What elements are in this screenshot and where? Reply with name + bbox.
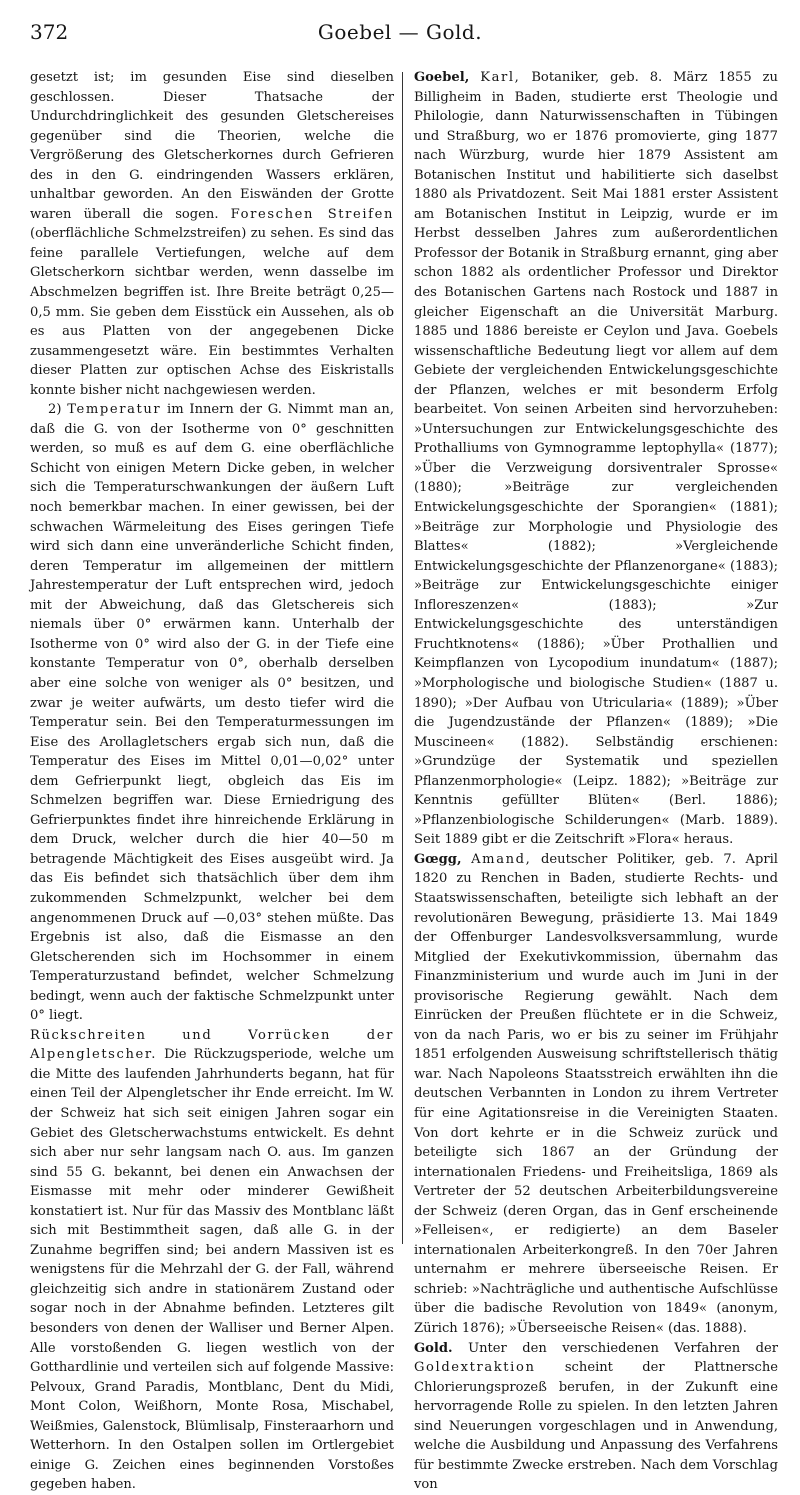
headword-goegg: Gœgg, bbox=[414, 851, 462, 867]
column-divider bbox=[402, 72, 403, 1244]
term-temperatur: Temperatur bbox=[67, 402, 162, 418]
paragraph-temperature: 2) Temperatur im Innern der G. Nimmt man an, daß die G. von der Isotherme von 0° geschnitten werden, so muß es auf dem G. eine oberflächliche Schicht von einigen Metern Dicke geben, in welcher sich die Temperaturschwankungen der äußern Luft noch bemerkbar machen. In einer gewissen, bei der schwachen Wärmeleitung des Eises geringen Tiefe wird sich dann eine unveränderliche Schicht finden, deren Temperatur im allgemeinen der mittlern Jahrestemperatur der Luft entsprechen wird, jedoch mit der Abweichung, daß das Gletschereis sich niemals über 0° erwärmen kann. Unterhalb der Isotherme von 0° wird also der G. in der Tiefe eine konstante Temperatur von 0°, oberhalb derselben aber eine solche von weniger als 0° besitzen, und zwar je weiter aufwärts, um desto tiefer wird die Temperatur sein. Bei den Temperaturmessungen im Eise des Arollagletschers ergab sich nun, daß die Temperatur des Eises im Mittel 0,01—0,02° unter dem Gefrierpunkt liegt, obgleich das Eis im Schmelzen begriffen war. Diese Erniedrigung des Gefrierpunktes findet ihre hinreichende Erklärung in dem Druck, welcher durch die hier 40—50 m betragende Mächtigkeit des Eises ausgeübt wird. Ja das Eis befindet sich thatsächlich über dem ihm zukommenden Schmelzpunkt, welcher bei dem angenommenen Druck auf —0,03° stehen müßte. Das Ergebnis ist also, daß die Eismasse an den Gletscherenden sich im Hochsommer in einem Temperaturzustand befindet, welcher Schmelzung bedingt, wenn auch der faktische Schmelzpunkt unter 0° liegt. bbox=[30, 402, 394, 1024]
headword-gold: Gold. bbox=[414, 1340, 453, 1356]
page-header bbox=[30, 12, 770, 52]
term-goldextraktion: Goldextraktion bbox=[414, 1360, 536, 1376]
term-foresche-streifen: Foreschen Streifen bbox=[230, 206, 394, 222]
paragraph-glacier-ice: gesetzt ist; im gesunden Eise sind dieselben geschlossen. Dieser Thatsache der Undurchdringlichkeit des gesunden Gletschereises gegenüber sind die Theorien, welche die Vergrößerung des Gletscherkornes durch Gefrieren des in den G. eindringenden Wassers erklären, unhaltbar geworden. An den Eiswänden der Grotte waren überall die sogen. Foreschen Streifen (oberflächliche Schmelzstreifen) zu sehen. Es sind das feine parallele Vertiefungen, welche auf dem Gletscherkorn sichtbar werden, wenn dasselbe im Abschmelzen begriffen ist. Ihre Breite beträgt 0,25—0,5 mm. Sie geben dem Eisstück ein Aussehen, als ob es aus Platten von der angegebenen Dicke zusammengesetzt wäre. Ein bestimmtes Verhalten dieser Platten zur optischen Achse des Eiskristalls konnte bisher nicht nachgewiesen werden. bbox=[30, 70, 394, 398]
running-head: Goebel — Gold. bbox=[317, 20, 483, 44]
entry-goebel: Goebel, Karl, Botaniker, geb. 8. März 1855 zu Billigheim in Baden, studierte erst Theologie und Philologie, dann Naturwissenschaften in Tübingen und Straßburg, wo er 1876 promovierte, ging 1877 nach Würzburg, wurde hier 1879 Assistent am Botanischen Institut und habilitierte sich daselbst 1880 als Privatdozent. Seit Mai 1881 erster Assistent am Botanischen Institut in Leipzig, wurde er im Herbst desselben Jahres zum außerordentlichen Professor der Botanik in Straßburg ernannt, ging aber schon 1882 als ordentlicher Professor und Direktor des Botanischen Gartens nach Rostock und 1887 in gleicher Eigenschaft an die Universität Marburg. 1885 und 1886 bereiste er Ceylon und Java. Goebels wissenschaftliche Bedeutung liegt vor allem auf dem Gebiete der vergleichenden Entwickelungsgeschichte der Pflanzen, welches er mit besonderm Erfolg bearbeitet. Von seinen Arbeiten sind hervorzuheben: »Untersuchungen zur Entwickelungsgeschichte des Prothalliums von Gymnogramme leptophylla« (1877); »Über die Verzweigung dorsiventraler Sprosse« (1880); »Beiträge zur vergleichenden Entwickelungsgeschichte der Sporangien« (1881); »Beiträge zur Morphologie und Physiologie des Blattes« (1882); »Vergleichende Entwickelungsgeschichte der Pflanzenorgane« (1883); »Beiträge zur Entwickelungsgeschichte einiger Infloreszenzen« (1883); »Zur Entwickelungsgeschichte des unterständigen Fruchtknotens« (1886); »Über Prothallien und Keimpflanzen von Lycopodium inundatum« (1887); »Morphologische und biologische Studien« (1887 u. 1890); »Der Aufbau von Utricularia« (1889); »Über die Jugendzustände der Pflanzen« (1889); »Die Muscineen« (1882). Selbständig erschienen: »Grundzüge der Systematik und speziellen Pflanzenmorphologie« (Leipz. 1882); »Beiträge zur Kenntnis gefüllter Blüten« (Berl. 1886); »Pflanzenbiologische Schilderungen« (Marb. 1889). Seit 1889 gibt er die Zeitschrift »Flora« heraus. bbox=[414, 70, 778, 848]
term-rueckschreiten: Rückschreiten und Vorrücken der Alpengletscher. bbox=[30, 1027, 394, 1063]
left-column bbox=[30, 68, 394, 1495]
entry-goegg: Gœgg, Amand, deutscher Politiker, geb. 7. April 1820 zu Renchen in Baden, studierte Rechts- und Staatswissenschaften, beteiligte sich lebhaft an der revolutionären Bewegung, präsidierte 13. Mai 1849 der Offenburger Landesvolksversammlung, wurde Mitglied der Exekutivkommission, übernahm das Finanzministerium und wurde auch im Juni in der provisorische Regierung gewählt. Nach dem Einrücken der Preußen flüchtete er in die Schweiz, von da nach Paris, wo er bis zu seiner im Frühjahr 1851 erfolgenden Ausweisung schriftstellerisch thätig war. Nach Napoleons Staatsstreich erwählten ihn die deutschen Verbannten in London zu ihrem Vertreter für eine Agitationsreise in die Vereinigten Staaten. Von dort kehrte er in die Schweiz zurück und beteiligte sich 1867 an der Gründung der internationalen Friedens- und Freiheitsliga, 1869 als Vertreter der 52 deutschen Arbeiterbildungsvereine der Schweiz (deren Organ, das in Genf erscheinende »Felleisen«, er redigierte) an dem Baseler internationalen Arbeiterkongreß. In den 70er Jahren unternahm er mehrere überseeische Reisen. Er schrieb: »Nachträgliche und authentische Aufschlüsse über die badische Revolution von 1849« (anonym, Zürich 1876); »Überseeische Reisen« (das. 1888). bbox=[414, 851, 778, 1336]
forename-karl: Karl, bbox=[480, 70, 521, 85]
right-column bbox=[414, 68, 778, 1495]
headword-goebel: Goebel, bbox=[414, 70, 470, 85]
paragraph-glacier-advance: Rückschreiten und Vorrücken der Alpengletscher. Die Rückzugsperiode, welche um die Mitte des laufenden Jahrhunderts begann, hat für einen Teil der Alpengletscher ihr Ende erreicht. Im W. der Schweiz hat sich seit einigen Jahren sogar ein Gebiet des Gletscherwachstums entwickelt. Es dehnt sich aber nur sehr langsam nach O. aus. Im ganzen sind 55 G. bekannt, bei denen ein Anwachsen der Eismasse mit mehr oder minderer Gewißheit konstatiert ist. Nur für das Massiv des Montblanc läßt sich mit Bestimmtheit sagen, daß alle G. in der Zunahme begriffen sind; bei andern Massiven ist es wenigstens für die Mehrzahl der G. der Fall, während gleichzeitig sich andre in stationärem Zustand oder sogar noch in der Abnahme befinden. Letzteres gilt besonders von denen der Walliser und Berner Alpen. Alle vorstoßenden G. liegen westlich von der Gotthardlinie und verteilen sich auf folgende Massive: Pelvoux, Grand Paradis, Montblanc, Dent du Midi, Mont Colon, Weißhorn, Monte Rosa, Mischabel, Weißmies, Galenstock, Blümlisalp, Finsteraarhorn und Wetterhorn. In den Ostalpen sollen im Ortlergebiet einige G. Zeichen eines beginnenden Vorstoßes gegeben haben. bbox=[30, 1027, 394, 1493]
forename-amand: Amand, bbox=[471, 851, 532, 867]
page-number: 372 bbox=[30, 20, 69, 44]
entry-gold: Gold. Unter den verschiedenen Verfahren der Goldextraktion scheint der Plattnersche Chlorierungsprozeß berufen, in der Zukunft eine hervorragende Rolle zu spielen. In den letzten Jahren sind Neuerungen vorgeschlagen und in Anwendung, welche die Ausbildung und Anpassung des Verfahrens für bestimmte Zwecke erstreben. Nach dem Vorschlag von bbox=[414, 1340, 778, 1493]
